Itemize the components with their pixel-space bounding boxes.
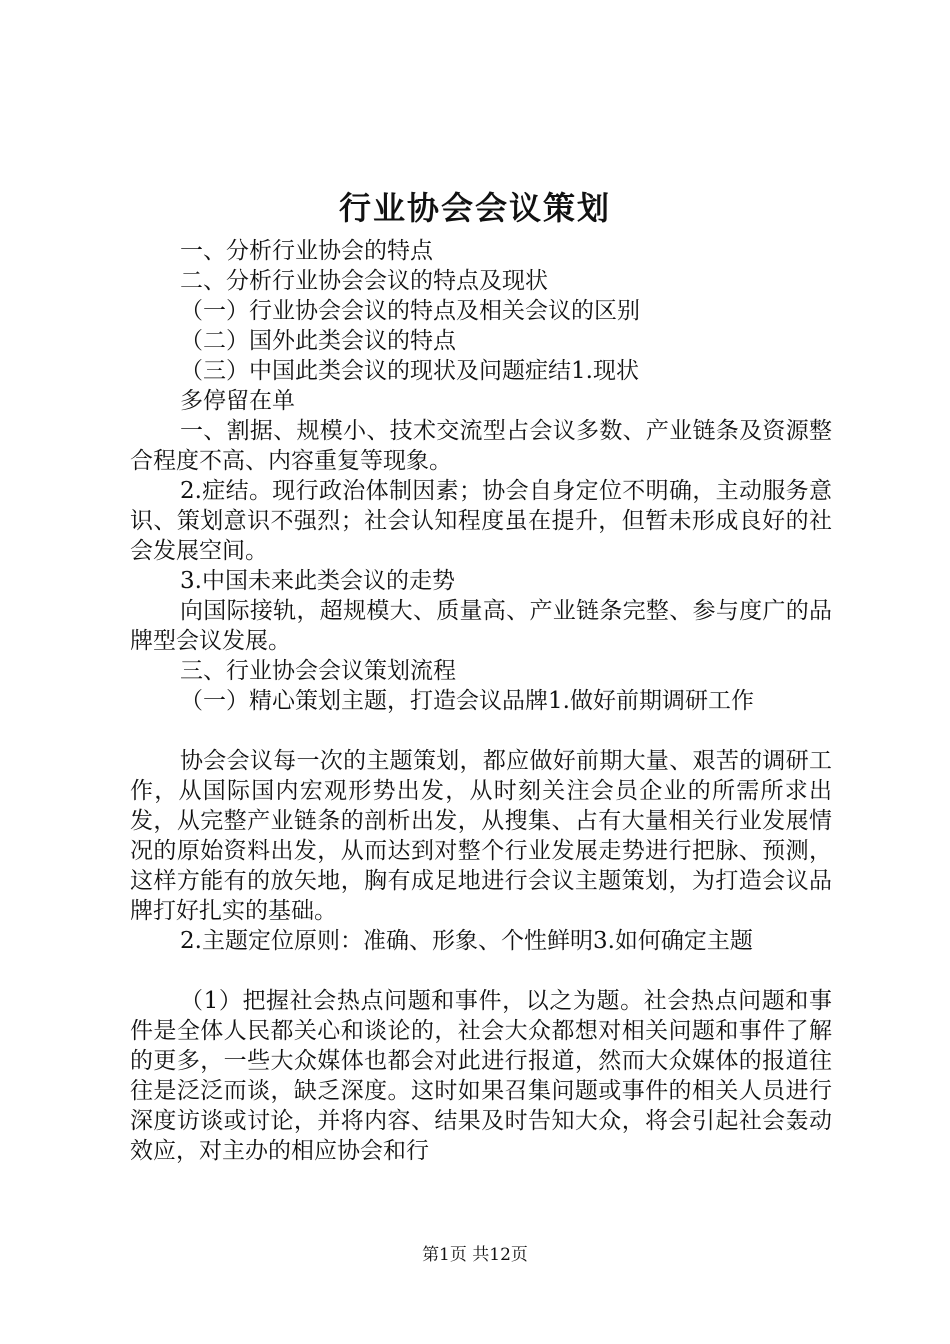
paragraph-gap [130, 716, 832, 746]
paragraph: （二）国外此类会议的特点 [180, 328, 456, 354]
paragraph: 2.症结。现行政治体制因素；协会自身定位不明确，主动服务意识、策划意识不强烈；社会认知程度虽在提升，但暂未形成良好的社会发展空间。 [130, 478, 832, 564]
paragraph: 二、分析行业协会会议的特点及现状 [180, 268, 548, 294]
document-body [130, 236, 832, 1166]
paragraph: 3.中国未来此类会议的走势 [180, 568, 455, 594]
paragraph: 一、割据、规模小、技术交流型占会议多数、产业链条及资源整合程度不高、内容重复等现象。 [130, 418, 832, 474]
paragraph: 向国际接轨，超规模大、质量高、产业链条完整、参与度广的品牌型会议发展。 [130, 598, 832, 654]
paragraph: （一）精心策划主题，打造会议品牌1.做好前期调研工作 [180, 688, 754, 714]
paragraph: 三、行业协会会议策划流程 [180, 658, 456, 684]
page-footer: 第1页 共12页 [422, 1245, 528, 1265]
paragraph-gap [130, 956, 832, 986]
paragraph: 一、分析行业协会的特点 [180, 238, 433, 264]
document-title: 行业协会会议策划 [338, 189, 611, 227]
paragraph: 多停留在单 [180, 388, 295, 414]
paragraph: （1）把握社会热点问题和事件，以之为题。社会热点问题和事件是全体人民都关心和谈论的，社会大众都想对相关问题和事件了解的更多，一些大众媒体也都会对此进行报道，然而大众媒体的报道往往是泛泛而谈，缺乏深度。这时如果召集问题或事件的相关人员进行深度访谈或讨论，并将内容、结果及时告知大众，将会引起社会轰动效应，对主办的相应协会和行 [130, 988, 832, 1164]
paragraph: 协会会议每一次的主题策划，都应做好前期大量、艰苦的调研工作，从国际国内宏观形势出发，从时刻关注会员企业的所需所求出发，从完整产业链条的剖析出发，从搜集、占有大量相关行业发展情况的原始资料出发，从而达到对整个行业发展走势进行把脉、预测，这样方能有的放矢地，胸有成足地进行会议主题策划，为打造会议品牌打好扎实的基础。 [130, 748, 832, 924]
paragraph: 2.主题定位原则：准确、形象、个性鲜明3.如何确定主题 [180, 928, 753, 954]
paragraph: （三）中国此类会议的现状及问题症结1.现状 [180, 358, 639, 384]
paragraph: （一）行业协会会议的特点及相关会议的区别 [180, 298, 640, 324]
